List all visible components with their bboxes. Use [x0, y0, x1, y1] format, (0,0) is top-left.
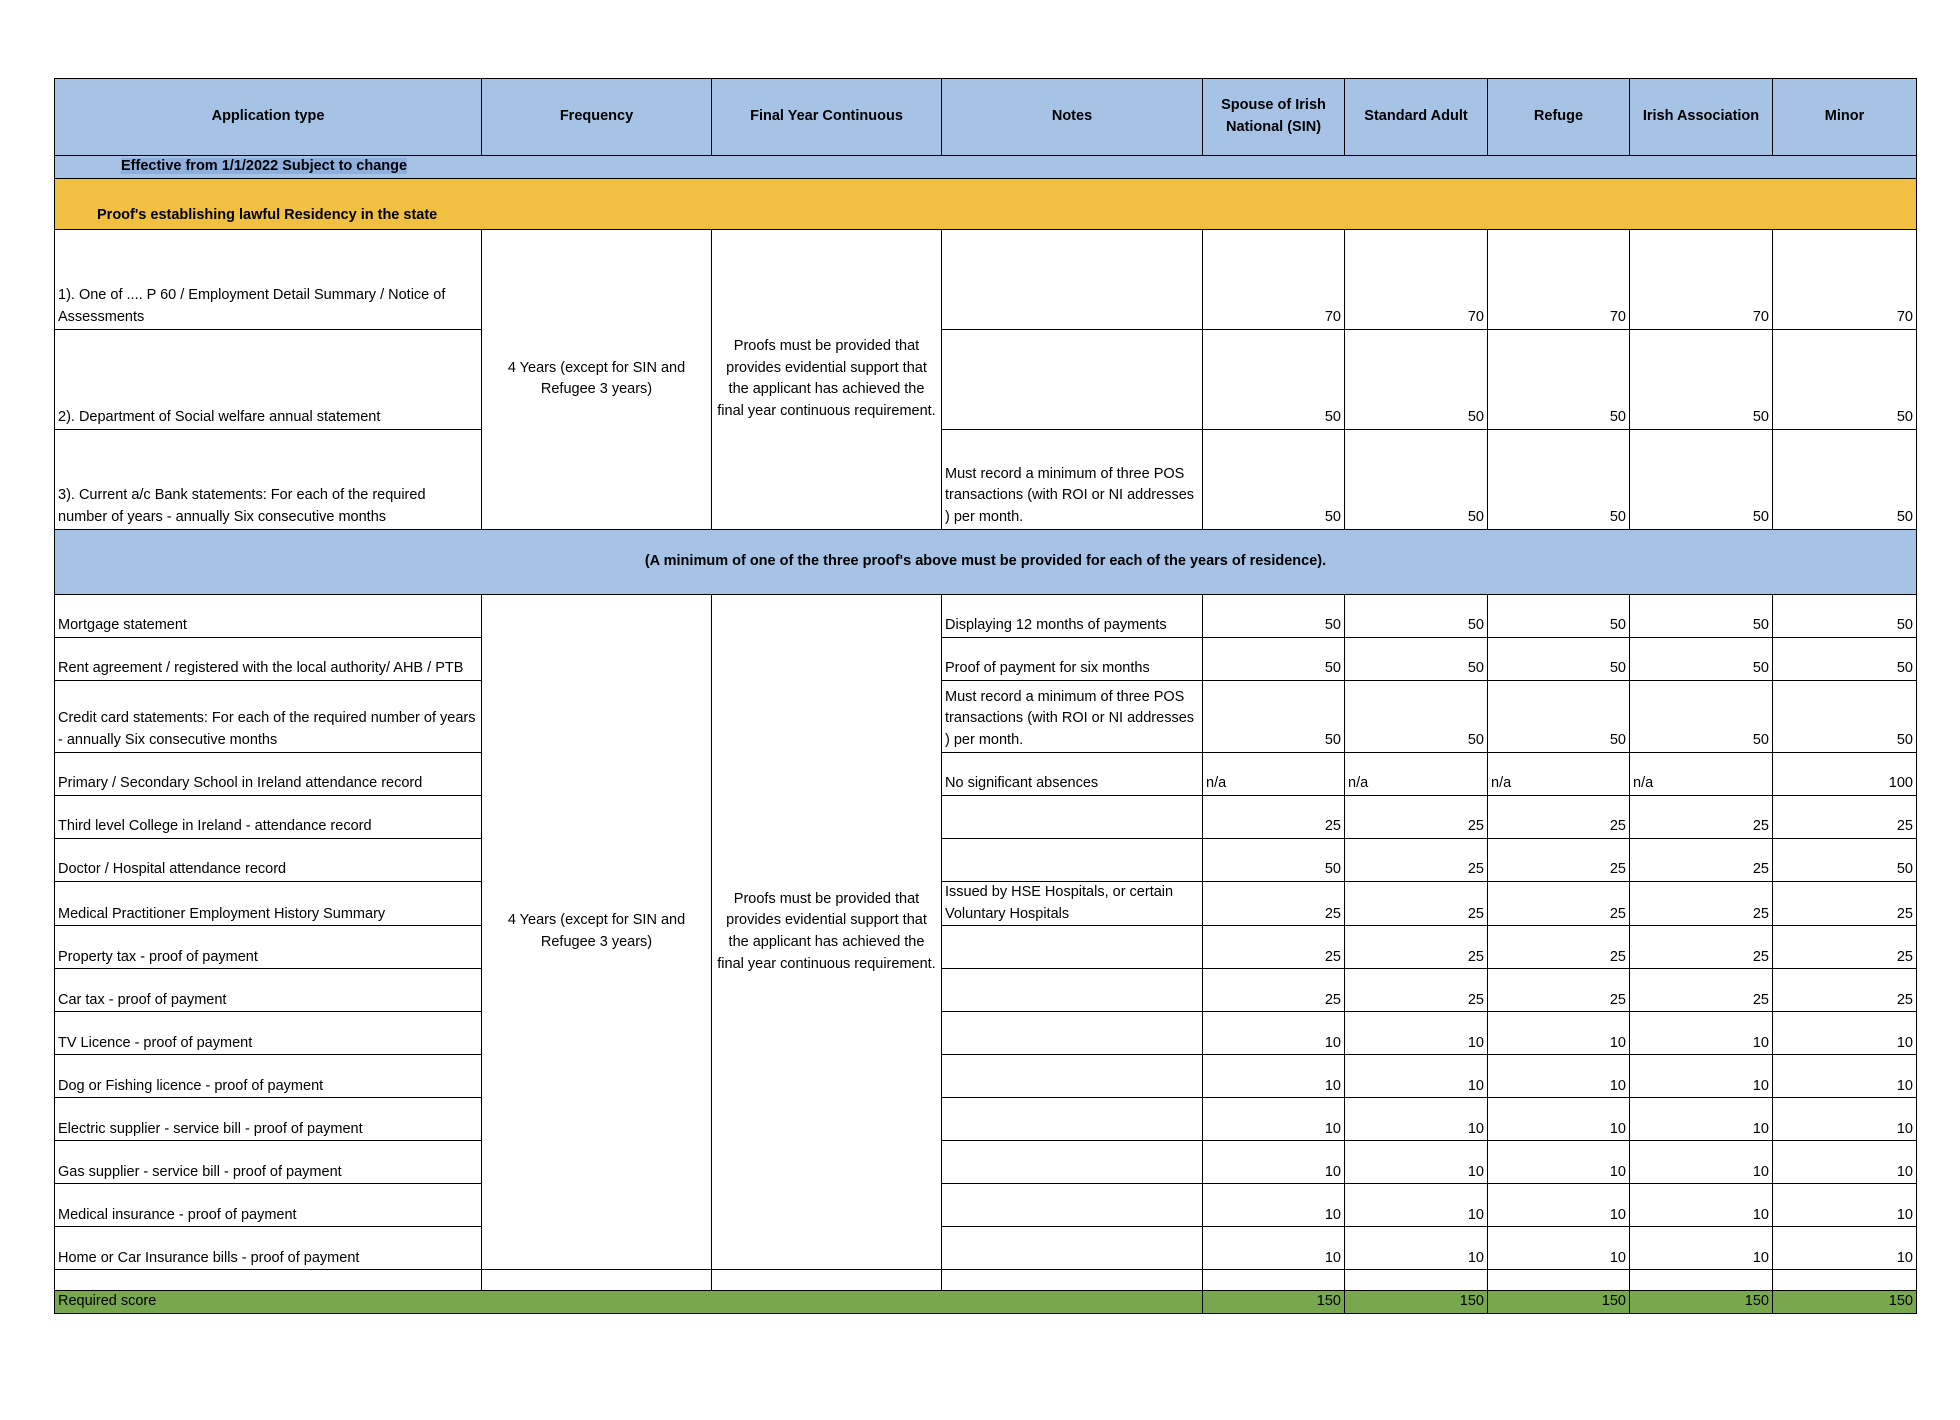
score-cell: 10	[1488, 1098, 1630, 1141]
required-score-label: Required score	[55, 1291, 1203, 1314]
proof-note	[942, 1055, 1203, 1098]
score-cell: 50	[1773, 680, 1917, 752]
score-cell: 50	[1630, 594, 1773, 637]
spacer-cell	[942, 1270, 1203, 1291]
score-cell: 10	[1630, 1184, 1773, 1227]
proof-row	[55, 926, 1917, 969]
score-cell: 25	[1488, 881, 1630, 926]
col-frequency: Frequency	[482, 79, 712, 156]
effective-row	[55, 156, 1917, 179]
score-cell: 50	[1488, 680, 1630, 752]
score-cell: 10	[1203, 1098, 1345, 1141]
proof-row	[55, 1055, 1917, 1098]
score-cell: 50	[1488, 594, 1630, 637]
score-cell: 10	[1345, 1141, 1488, 1184]
required-score-value: 150	[1488, 1291, 1630, 1314]
proof-note: Proof of payment for six months	[942, 637, 1203, 680]
score-cell: 50	[1773, 329, 1917, 429]
score-cell: 10	[1630, 1055, 1773, 1098]
proof-label: 3). Current a/c Bank statements: For each of the required number of years - annually Six consecutive months	[55, 429, 482, 529]
score-cell: 25	[1630, 838, 1773, 881]
frequency-cell: 4 Years (except for SIN and Refugee 3 years)	[482, 229, 712, 529]
proof-label: Medical Practitioner Employment History Summary	[55, 881, 482, 926]
minimum-note-row	[55, 529, 1917, 594]
proof-row	[55, 1012, 1917, 1055]
proof-row	[55, 881, 1917, 926]
proof-label: Rent agreement / registered with the local authority/ AHB / PTB	[55, 637, 482, 680]
proof-row	[55, 969, 1917, 1012]
score-cell: 50	[1630, 680, 1773, 752]
spacer-cell	[1203, 1270, 1345, 1291]
spacer-cell	[1488, 1270, 1630, 1291]
score-cell: 70	[1488, 229, 1630, 329]
score-cell: 50	[1203, 680, 1345, 752]
score-cell: 50	[1345, 429, 1488, 529]
col-standard-adult: Standard Adult	[1345, 79, 1488, 156]
proof-label: 2). Department of Social welfare annual statement	[55, 329, 482, 429]
proof-label: Home or Car Insurance bills - proof of payment	[55, 1227, 482, 1270]
proof-row	[55, 594, 1917, 637]
score-cell: 50	[1345, 329, 1488, 429]
score-cell: 25	[1773, 926, 1917, 969]
score-cell: 10	[1488, 1055, 1630, 1098]
score-cell: 50	[1773, 637, 1917, 680]
score-cell: 70	[1773, 229, 1917, 329]
proof-row	[55, 1141, 1917, 1184]
score-cell: n/a	[1345, 752, 1488, 795]
proof-row	[55, 1227, 1917, 1270]
score-cell: 10	[1773, 1055, 1917, 1098]
proof-label: Property tax - proof of payment	[55, 926, 482, 969]
spacer-cell	[55, 1270, 482, 1291]
score-cell: 25	[1630, 969, 1773, 1012]
proof-label: Car tax - proof of payment	[55, 969, 482, 1012]
score-cell: 50	[1773, 594, 1917, 637]
proof-label: 1). One of .... P 60 / Employment Detail Summary / Notice of Assessments	[55, 229, 482, 329]
score-cell: 10	[1773, 1098, 1917, 1141]
proof-label: Electric supplier - service bill - proof of payment	[55, 1098, 482, 1141]
score-cell: 25	[1203, 881, 1345, 926]
score-cell: 25	[1203, 795, 1345, 838]
proof-note	[942, 1227, 1203, 1270]
spacer-cell	[1630, 1270, 1773, 1291]
required-score-value: 150	[1773, 1291, 1917, 1314]
score-cell: 10	[1345, 1055, 1488, 1098]
spacer-cell	[482, 1270, 712, 1291]
proof-row	[55, 1184, 1917, 1227]
score-cell: 50	[1345, 680, 1488, 752]
score-cell: 50	[1488, 429, 1630, 529]
proof-row	[55, 752, 1917, 795]
required-score-value: 150	[1203, 1291, 1345, 1314]
proof-note	[942, 969, 1203, 1012]
proof-row	[55, 429, 1917, 529]
score-cell: 25	[1203, 926, 1345, 969]
score-cell: 10	[1203, 1055, 1345, 1098]
score-cell: 10	[1488, 1184, 1630, 1227]
score-cell: 50	[1630, 329, 1773, 429]
score-cell: 70	[1630, 229, 1773, 329]
proof-label: Doctor / Hospital attendance record	[55, 838, 482, 881]
score-cell: 10	[1773, 1227, 1917, 1270]
score-cell: 25	[1630, 881, 1773, 926]
score-cell: 10	[1773, 1141, 1917, 1184]
score-cell: 10	[1630, 1227, 1773, 1270]
score-cell: 25	[1345, 881, 1488, 926]
proof-label: Dog or Fishing licence - proof of payment	[55, 1055, 482, 1098]
score-cell: 50	[1488, 329, 1630, 429]
score-cell: n/a	[1203, 752, 1345, 795]
proof-note	[942, 1098, 1203, 1141]
proof-note: Must record a minimum of three POS transactions (with ROI or NI addresses ) per month.	[942, 680, 1203, 752]
proof-note	[942, 838, 1203, 881]
section-row	[55, 178, 1917, 229]
score-cell: 25	[1630, 795, 1773, 838]
header-row	[55, 79, 1917, 156]
frequency-cell: 4 Years (except for SIN and Refugee 3 years)	[482, 594, 712, 1270]
score-cell: 10	[1773, 1012, 1917, 1055]
score-cell: 25	[1773, 969, 1917, 1012]
score-cell: 50	[1630, 637, 1773, 680]
proof-note	[942, 1141, 1203, 1184]
proof-note: Issued by HSE Hospitals, or certain Voluntary Hospitals	[942, 881, 1203, 926]
section-title: Proof's establishing lawful Residency in the state	[55, 178, 1917, 229]
spacer-cell	[712, 1270, 942, 1291]
score-cell: 10	[1630, 1012, 1773, 1055]
proof-row	[55, 838, 1917, 881]
score-cell: 10	[1203, 1141, 1345, 1184]
required-score-row	[55, 1291, 1917, 1314]
score-cell: 25	[1345, 969, 1488, 1012]
col-application-type: Application type	[55, 79, 482, 156]
col-sin: Spouse of Irish National (SIN)	[1203, 79, 1345, 156]
score-cell: 50	[1203, 329, 1345, 429]
proof-note: Displaying 12 months of payments	[942, 594, 1203, 637]
score-cell: 25	[1345, 795, 1488, 838]
residency-proof-table	[54, 78, 1917, 1314]
spacer-row	[55, 1270, 1917, 1291]
score-cell: 50	[1203, 429, 1345, 529]
proof-note: Must record a minimum of three POS transactions (with ROI or NI addresses ) per month.	[942, 429, 1203, 529]
final-year-cell: Proofs must be provided that provides evidential support that the applicant has achieved the final year continuous requirement.	[712, 229, 942, 529]
col-notes: Notes	[942, 79, 1203, 156]
score-cell: 50	[1203, 594, 1345, 637]
score-cell: 50	[1203, 838, 1345, 881]
proof-note	[942, 926, 1203, 969]
proof-label: Credit card statements: For each of the required number of years - annually Six consecutive months	[55, 680, 482, 752]
proof-label: Third level College in Ireland - attendance record	[55, 795, 482, 838]
proof-row	[55, 680, 1917, 752]
proof-note	[942, 1012, 1203, 1055]
score-cell: 10	[1630, 1098, 1773, 1141]
score-cell: 50	[1488, 637, 1630, 680]
score-cell: 10	[1488, 1227, 1630, 1270]
score-cell: 10	[1345, 1012, 1488, 1055]
score-cell: 25	[1345, 838, 1488, 881]
score-cell: 10	[1488, 1141, 1630, 1184]
spacer-cell	[1345, 1270, 1488, 1291]
score-cell: 25	[1488, 795, 1630, 838]
score-cell: 50	[1203, 637, 1345, 680]
proof-label: Mortgage statement	[55, 594, 482, 637]
score-cell: n/a	[1630, 752, 1773, 795]
final-year-cell: Proofs must be provided that provides evidential support that the applicant has achieved the final year continuous requirement.	[712, 594, 942, 1270]
proof-label: Primary / Secondary School in Ireland attendance record	[55, 752, 482, 795]
score-cell: 25	[1773, 795, 1917, 838]
col-irish-association: Irish Association	[1630, 79, 1773, 156]
score-cell: 10	[1345, 1227, 1488, 1270]
score-cell: 25	[1488, 969, 1630, 1012]
effective-note: Effective from 1/1/2022 Subject to change	[121, 158, 408, 174]
proof-note	[942, 1184, 1203, 1227]
score-cell: 25	[1345, 926, 1488, 969]
score-cell: 10	[1203, 1227, 1345, 1270]
score-cell: 50	[1773, 838, 1917, 881]
proof-label: Gas supplier - service bill - proof of payment	[55, 1141, 482, 1184]
score-cell: 100	[1773, 752, 1917, 795]
score-cell: 50	[1345, 594, 1488, 637]
proof-note	[942, 329, 1203, 429]
score-cell: 25	[1773, 881, 1917, 926]
minimum-note: (A minimum of one of the three proof's above must be provided for each of the years of residence).	[55, 529, 1917, 594]
score-cell: 50	[1773, 429, 1917, 529]
proof-row	[55, 229, 1917, 329]
proof-row	[55, 1098, 1917, 1141]
score-cell: 25	[1203, 969, 1345, 1012]
score-cell: 10	[1488, 1012, 1630, 1055]
proof-note	[942, 795, 1203, 838]
proof-row	[55, 637, 1917, 680]
score-cell: 10	[1630, 1141, 1773, 1184]
score-cell: 10	[1345, 1184, 1488, 1227]
score-cell: 10	[1203, 1184, 1345, 1227]
col-minor: Minor	[1773, 79, 1917, 156]
proof-row	[55, 795, 1917, 838]
required-score-value: 150	[1630, 1291, 1773, 1314]
score-cell: 25	[1488, 926, 1630, 969]
required-score-value: 150	[1345, 1291, 1488, 1314]
proof-row	[55, 329, 1917, 429]
spacer-cell	[1773, 1270, 1917, 1291]
proof-note	[942, 229, 1203, 329]
score-cell: 50	[1630, 429, 1773, 529]
score-cell: 70	[1203, 229, 1345, 329]
score-cell: 70	[1345, 229, 1488, 329]
score-cell: 25	[1630, 926, 1773, 969]
col-refuge: Refuge	[1488, 79, 1630, 156]
score-cell: 10	[1345, 1098, 1488, 1141]
score-cell: 50	[1345, 637, 1488, 680]
proof-label: TV Licence - proof of payment	[55, 1012, 482, 1055]
score-cell: n/a	[1488, 752, 1630, 795]
proof-note: No significant absences	[942, 752, 1203, 795]
proof-label: Medical insurance - proof of payment	[55, 1184, 482, 1227]
score-cell: 10	[1203, 1012, 1345, 1055]
col-final-year-continuous: Final Year Continuous	[712, 79, 942, 156]
score-cell: 10	[1773, 1184, 1917, 1227]
score-cell: 25	[1488, 838, 1630, 881]
